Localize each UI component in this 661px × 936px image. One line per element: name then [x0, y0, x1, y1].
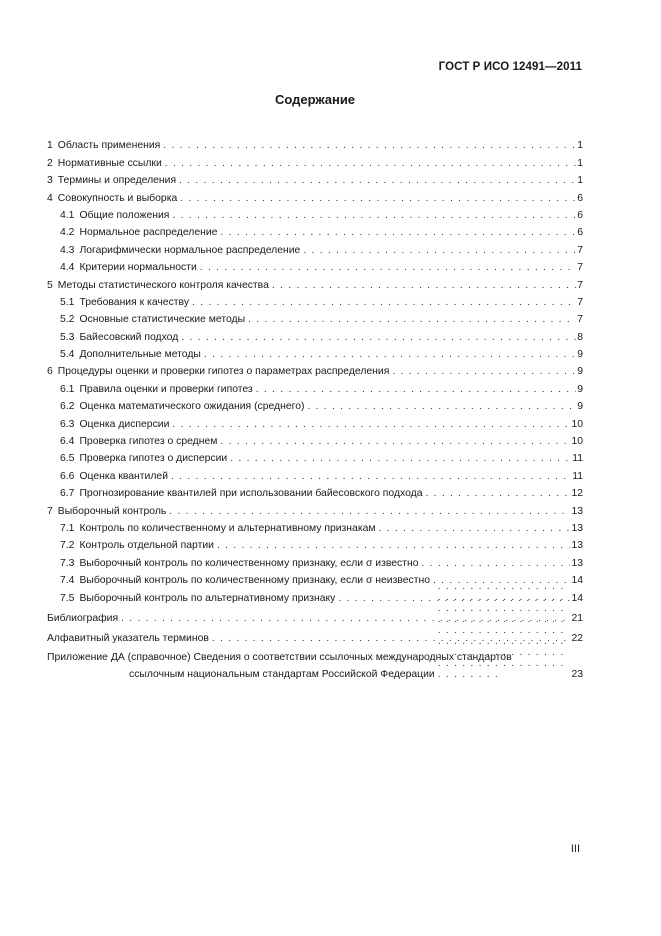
leader-dots [272, 280, 576, 291]
page-number: III [570, 843, 580, 855]
appendix-title-line2: ссылочным национальным стандартам Российской Федерации [129, 669, 435, 681]
toc-entry-number: 4.3 [60, 244, 75, 256]
leader-dots [181, 332, 576, 343]
leader-dots [180, 193, 576, 204]
toc-entry-page: 8 [577, 331, 583, 343]
toc-entry-title: Дополнительные методы [79, 349, 201, 361]
toc-entry-title: Требования к качеству [79, 296, 190, 308]
toc-entry-title: Оценка дисперсии [79, 418, 170, 430]
toc-entry-title: Основные статистические методы [79, 314, 246, 326]
toc-entry-page: 9 [577, 401, 583, 413]
toc-entry-title: Библиография [47, 612, 119, 624]
toc-entry-number: 4.4 [60, 262, 75, 274]
toc-entry-page: 9 [577, 383, 583, 395]
toc-entry-title: Оценка математического ожидания (среднего) [79, 401, 305, 413]
toc-entry-title: Прогнозирование квантилей при использовании байесовского подхода [79, 488, 423, 500]
toc-appendix-entry[interactable] [47, 647, 583, 680]
toc-entry-page: 14 [571, 575, 583, 587]
toc-entry-page: 7 [577, 296, 583, 308]
toc-entry-title: Нормативные ссылки [57, 157, 162, 169]
toc-entry-title: Оценка квантилей [79, 470, 169, 482]
toc-entry-page: 1 [577, 175, 583, 187]
toc-entry-page: 1 [577, 157, 583, 169]
toc-entry-title: Правила оценки и проверки гипотез [79, 383, 253, 395]
toc-entry[interactable] [47, 221, 583, 238]
toc-entry-title: Байесовский подход [79, 331, 179, 343]
toc-entry-number: 6.2 [60, 401, 75, 413]
leader-dots [220, 227, 576, 238]
toc-entry-page: 13 [571, 505, 583, 517]
toc-entry-page: 6 [577, 192, 583, 204]
toc-entry-title: Контроль по количественному и альтернативному признакам [79, 522, 376, 534]
toc-entry-number: 7 [47, 505, 53, 517]
toc-entry-number: 5 [47, 279, 53, 291]
toc-entry-page: 7 [577, 244, 583, 256]
toc-entry[interactable] [47, 482, 583, 499]
toc-entry-title: Термины и определения [57, 175, 177, 187]
toc-entry-number: 4 [47, 192, 53, 204]
toc-entry-title: Совокупность и выборка [57, 192, 178, 204]
toc-entry-number: 4.1 [60, 209, 75, 221]
toc-entry-number: 3 [47, 175, 53, 187]
toc-entry-page: 14 [571, 592, 583, 604]
toc-entry-title: Выборочный контроль [57, 505, 167, 517]
toc-entry-title: Логарифмически нормальное распределение [79, 244, 301, 256]
leader-dots [220, 436, 570, 447]
leader-dots [163, 140, 576, 151]
toc-entry-page: 22 [571, 633, 583, 645]
leader-dots [217, 540, 570, 551]
leader-dots [303, 245, 576, 256]
toc-entry-number: 5.2 [60, 314, 75, 326]
leader-dots [248, 314, 576, 325]
toc-entry[interactable] [47, 238, 583, 255]
toc-entry-title: Выборочный контроль по количественному признаку, если σ неизвестно [79, 575, 430, 587]
toc-entry-page: 10 [571, 418, 583, 430]
toc-entry-number: 5.4 [60, 349, 75, 361]
toc-entry-page: 9 [577, 366, 583, 378]
leader-dots [392, 366, 576, 377]
toc-entry-number: 5.1 [60, 296, 75, 308]
leader-dots [256, 384, 577, 395]
toc-entry[interactable] [47, 395, 583, 412]
toc-entry[interactable] [47, 291, 583, 308]
toc-entry-page: 1 [577, 140, 583, 152]
toc-entry[interactable] [47, 517, 583, 534]
leader-dots [171, 471, 571, 482]
toc-entry-number: 7.3 [60, 557, 75, 569]
leader-dots [165, 158, 576, 169]
toc-entry-number: 6.1 [60, 383, 75, 395]
toc-entry-title: Проверка гипотез о дисперсии [79, 453, 228, 465]
toc-entry[interactable] [47, 273, 583, 290]
toc-entry-number: 6.4 [60, 436, 75, 448]
toc-entry-number: 6.7 [60, 488, 75, 500]
toc-entry-number: 1 [47, 140, 53, 152]
toc-entry[interactable] [47, 186, 583, 203]
toc-entry-title: Контроль отдельной партии [79, 540, 214, 552]
toc-entry-page: 7 [577, 314, 583, 326]
appendix-page: 23 [571, 669, 583, 681]
toc-entry-page: 11 [572, 453, 583, 465]
toc-entry[interactable] [47, 412, 583, 429]
toc-entry-number: 6 [47, 366, 53, 378]
toc-entry-number: 7.1 [60, 522, 75, 534]
toc-entry-number: 4.2 [60, 227, 75, 239]
toc-entry[interactable] [47, 134, 583, 151]
leader-dots [438, 581, 571, 680]
toc-entry[interactable] [47, 430, 583, 447]
table-of-contents [47, 134, 583, 680]
toc-entry-number: 7.2 [60, 540, 75, 552]
toc-entry-title: Методы статистического контроля качества [57, 279, 269, 291]
toc-entry-number: 6.6 [60, 470, 75, 482]
leader-dots [204, 349, 576, 360]
toc-entry-title: Выборочный контроль по альтернативному признаку [79, 592, 336, 604]
toc-entry-title: Общие положения [79, 209, 170, 221]
toc-entry-page: 11 [572, 470, 583, 482]
leader-dots [379, 523, 571, 534]
toc-entry[interactable] [47, 534, 583, 551]
leader-dots [230, 453, 571, 464]
toc-entry[interactable] [47, 169, 583, 186]
toc-entries [47, 134, 583, 644]
toc-entry-page: 13 [571, 540, 583, 552]
toc-entry-title: Область применения [57, 140, 161, 152]
toc-entry-title: Критерии нормальности [79, 262, 197, 274]
leader-dots [179, 175, 576, 186]
toc-entry-number: 7.5 [60, 592, 75, 604]
toc-entry-page: 9 [577, 349, 583, 361]
leader-dots [425, 488, 570, 499]
toc-entry-page: 7 [577, 279, 583, 291]
leader-dots [421, 558, 570, 569]
appendix-title-line1: Приложение ДА (справочное) Сведения о соответствии ссылочных международных стандартов [47, 652, 512, 664]
toc-entry-page: 6 [577, 209, 583, 221]
toc-entry-title: Процедуры оценки и проверки гипотез о параметрах распределения [57, 366, 390, 378]
toc-entry-page: 21 [571, 612, 583, 624]
toc-entry-title: Проверка гипотез о среднем [79, 436, 218, 448]
leader-dots [172, 210, 576, 221]
toc-entry[interactable] [47, 204, 583, 221]
toc-entry-page: 12 [571, 488, 583, 500]
toc-entry-number: 6.5 [60, 453, 75, 465]
toc-entry-page: 6 [577, 227, 583, 239]
toc-entry-page: 13 [571, 557, 583, 569]
toc-entry-page: 13 [571, 522, 583, 534]
toc-entry-page: 7 [577, 262, 583, 274]
leader-dots [307, 401, 576, 412]
leader-dots [200, 262, 576, 273]
toc-entry[interactable] [47, 377, 583, 394]
toc-entry[interactable] [47, 256, 583, 273]
leader-dots [192, 297, 576, 308]
toc-entry[interactable] [47, 308, 583, 325]
toc-entry[interactable] [47, 551, 583, 568]
toc-entry-number: 5.3 [60, 331, 75, 343]
page-title: Содержание [274, 92, 356, 107]
toc-entry[interactable] [47, 499, 583, 516]
toc-entry-title: Алфавитный указатель терминов [47, 633, 209, 645]
toc-entry[interactable] [47, 151, 583, 168]
toc-entry-title: Нормальное распределение [79, 227, 218, 239]
toc-entry[interactable] [47, 325, 583, 342]
toc-entry[interactable] [47, 343, 583, 360]
document-code: ГОСТ Р ИСО 12491—2011 [438, 61, 582, 73]
toc-entry-number: 6.3 [60, 418, 75, 430]
toc-entry-number: 2 [47, 157, 53, 169]
leader-dots [172, 419, 570, 430]
toc-entry-number: 7.4 [60, 575, 75, 587]
toc-entry[interactable] [47, 464, 583, 481]
toc-entry[interactable] [47, 447, 583, 464]
toc-entry-title: Выборочный контроль по количественному признаку, если σ известно [79, 557, 419, 569]
toc-entry[interactable] [47, 360, 583, 377]
leader-dots [169, 506, 570, 517]
toc-entry-page: 10 [571, 436, 583, 448]
